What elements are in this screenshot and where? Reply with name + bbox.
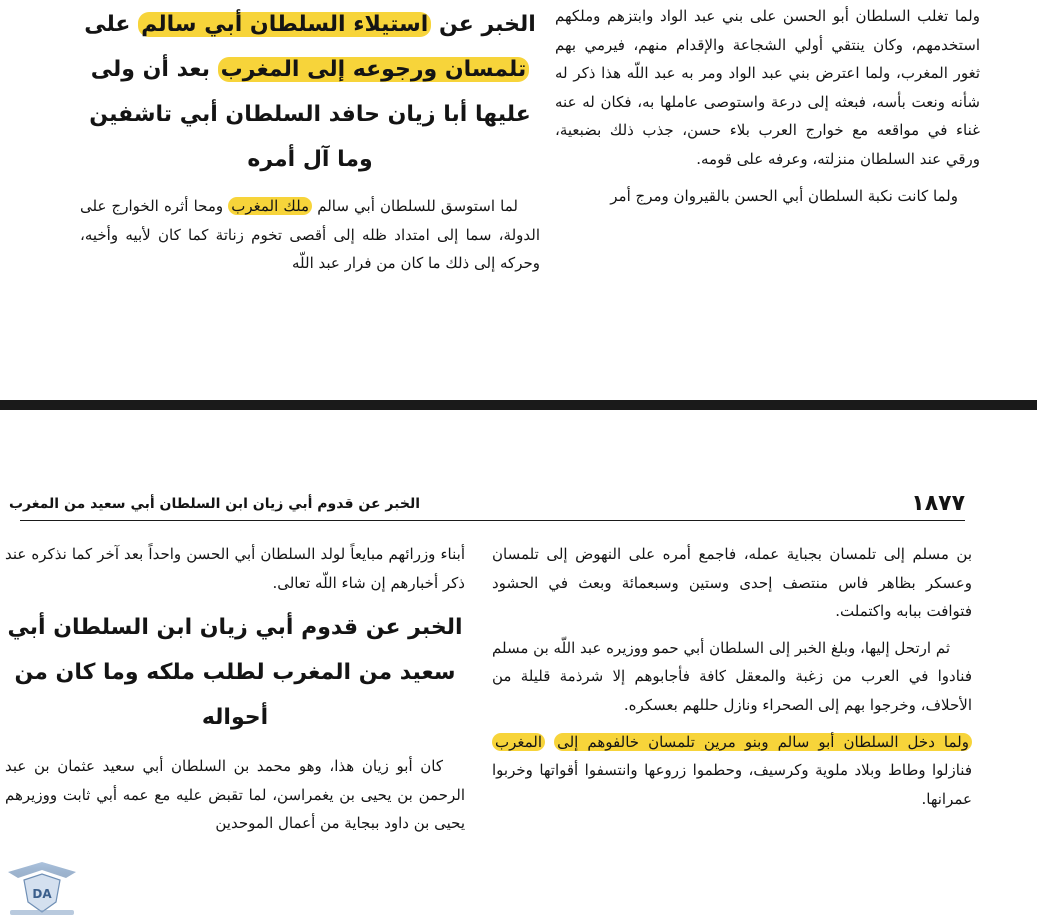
page-divider bbox=[0, 400, 1037, 410]
bottom-right-paragraph-2: ثم ارتحل إليها، وبلغ الخبر إلى السلطان أبي حمو ووزيره عبد اللّه بن مسلم فنادوا في العرب من زغبة والمعقل كافة فأجابوهم إلا شرذمة قليلة من الأحلاف، وخرجوا بهم إلى الصحراء ونازل حللهم بعسكره. bbox=[492, 638, 972, 714]
bottom-left-paragraph-2: كان أبو زيان هذا، وهو محمد بن السلطان أبي سعيد عثمان بن عبد الرحمن بن يحيى بن يغمراسن، لما تقبض عليه مع عمه أبي ثابت ووزيرهم يحيى بن داود ببجاية من أعمال الموحدين bbox=[5, 757, 465, 833]
heading-text-end: بعد أن ولى عليها أبا زيان حافد السلطان أبي تاشفين وما آل أمره bbox=[89, 57, 531, 172]
bottom-right-paragraph-1: بن مسلم إلى تلمسان بجباية عمله، فاجمع أمره على النهوض إلى تلمسان وعسكر بظاهر فاس منتصف إحدى وستين وسبعمائة وبعث في الحشود فتوافت ببابه واكتملت. bbox=[492, 545, 972, 621]
bottom-book-page bbox=[0, 410, 1037, 921]
running-header-title: الخبر عن قدوم أبي زيان ابن السلطان أبي سعيد من المغرب bbox=[8, 496, 420, 512]
page-number: ١٨٧٧ bbox=[911, 491, 965, 516]
top-left-paragraph bbox=[80, 192, 540, 278]
para-text-start: لما استوسق للسلطان أبي سالم bbox=[317, 197, 518, 215]
para-3-rest: فنازلوا وطاط وبلاد ملوية وكرسيف، وحطموا زروعها وانتسفوا أقواتها وخربوا عمرانها. bbox=[492, 761, 972, 808]
top-book-page bbox=[0, 0, 1037, 400]
highlight-entry-tlemcen: ولما دخل السلطان أبو سالم وبنو مرين تلمسان خالفوهم إلى bbox=[554, 733, 972, 751]
bottom-right-paragraph-3 bbox=[492, 728, 972, 814]
top-left-column bbox=[80, 2, 540, 286]
heading-text-start: الخبر عن bbox=[438, 12, 536, 37]
bottom-left-paragraph-1: أبناء وزرائهم مبايعاً لولد السلطان أبي الحسن واحداً بعد آخر كما نذكره عند ذكر أخبارهم إن شاء اللّه تعالى. bbox=[5, 545, 465, 592]
bottom-left-column bbox=[5, 540, 465, 846]
svg-text:DA: DA bbox=[32, 887, 52, 901]
top-right-column bbox=[555, 2, 980, 218]
para-text-end: ومحا أثره الخوارج على الدولة، سما إلى امتداد ظله إلى أقصى تخوم زناتة كما كان لأبيه وأخيه، وحركه إلى ذلك ما كان من فرار عبد اللّه bbox=[80, 197, 540, 273]
heading-text-mid: على bbox=[84, 12, 131, 37]
highlight-maghreb: المغرب bbox=[492, 733, 545, 751]
highlight-return-maghreb: تلمسان ورجوعه إلى المغرب bbox=[218, 57, 530, 82]
running-header bbox=[8, 491, 965, 521]
section-heading-abu-zayyan: الخبر عن قدوم أبي زيان ابن السلطان أبي سعيد من المغرب لطلب ملكه وما كان من أحواله bbox=[7, 615, 463, 731]
highlight-conquest: استيلاء السلطان أبي سالم bbox=[138, 12, 431, 37]
highlight-kingdom: ملك المغرب bbox=[228, 197, 312, 215]
bottom-right-column bbox=[492, 540, 972, 821]
watermark-logo-icon bbox=[4, 858, 80, 918]
top-right-paragraph-1: ولما تغلب السلطان أبو الحسن على بني عبد الواد وابتزهم وملكهم استخدمهم، وكان ينتقي أولي الشجاعة والإقدام منهم، فيرمي بهم ثغور المغرب، ولما اعترض بني عبد الواد ومر به عبد اللّه هذا ذكر له شأنه ونعت بأسه، فبعثه إلى درعة واستوصى عاملها به، فكان له عنه غناء في مواقعه مع خوارج العرب بلاء حسن، جذب ذلك بضبعية، ورقي عند السلطان منزلته، وعرفه على قومه. bbox=[555, 7, 980, 168]
top-right-paragraph-2: ولما كانت نكبة السلطان أبي الحسن بالقيروان ومرج أمر bbox=[610, 186, 958, 205]
section-heading-abu-salim bbox=[80, 2, 540, 182]
